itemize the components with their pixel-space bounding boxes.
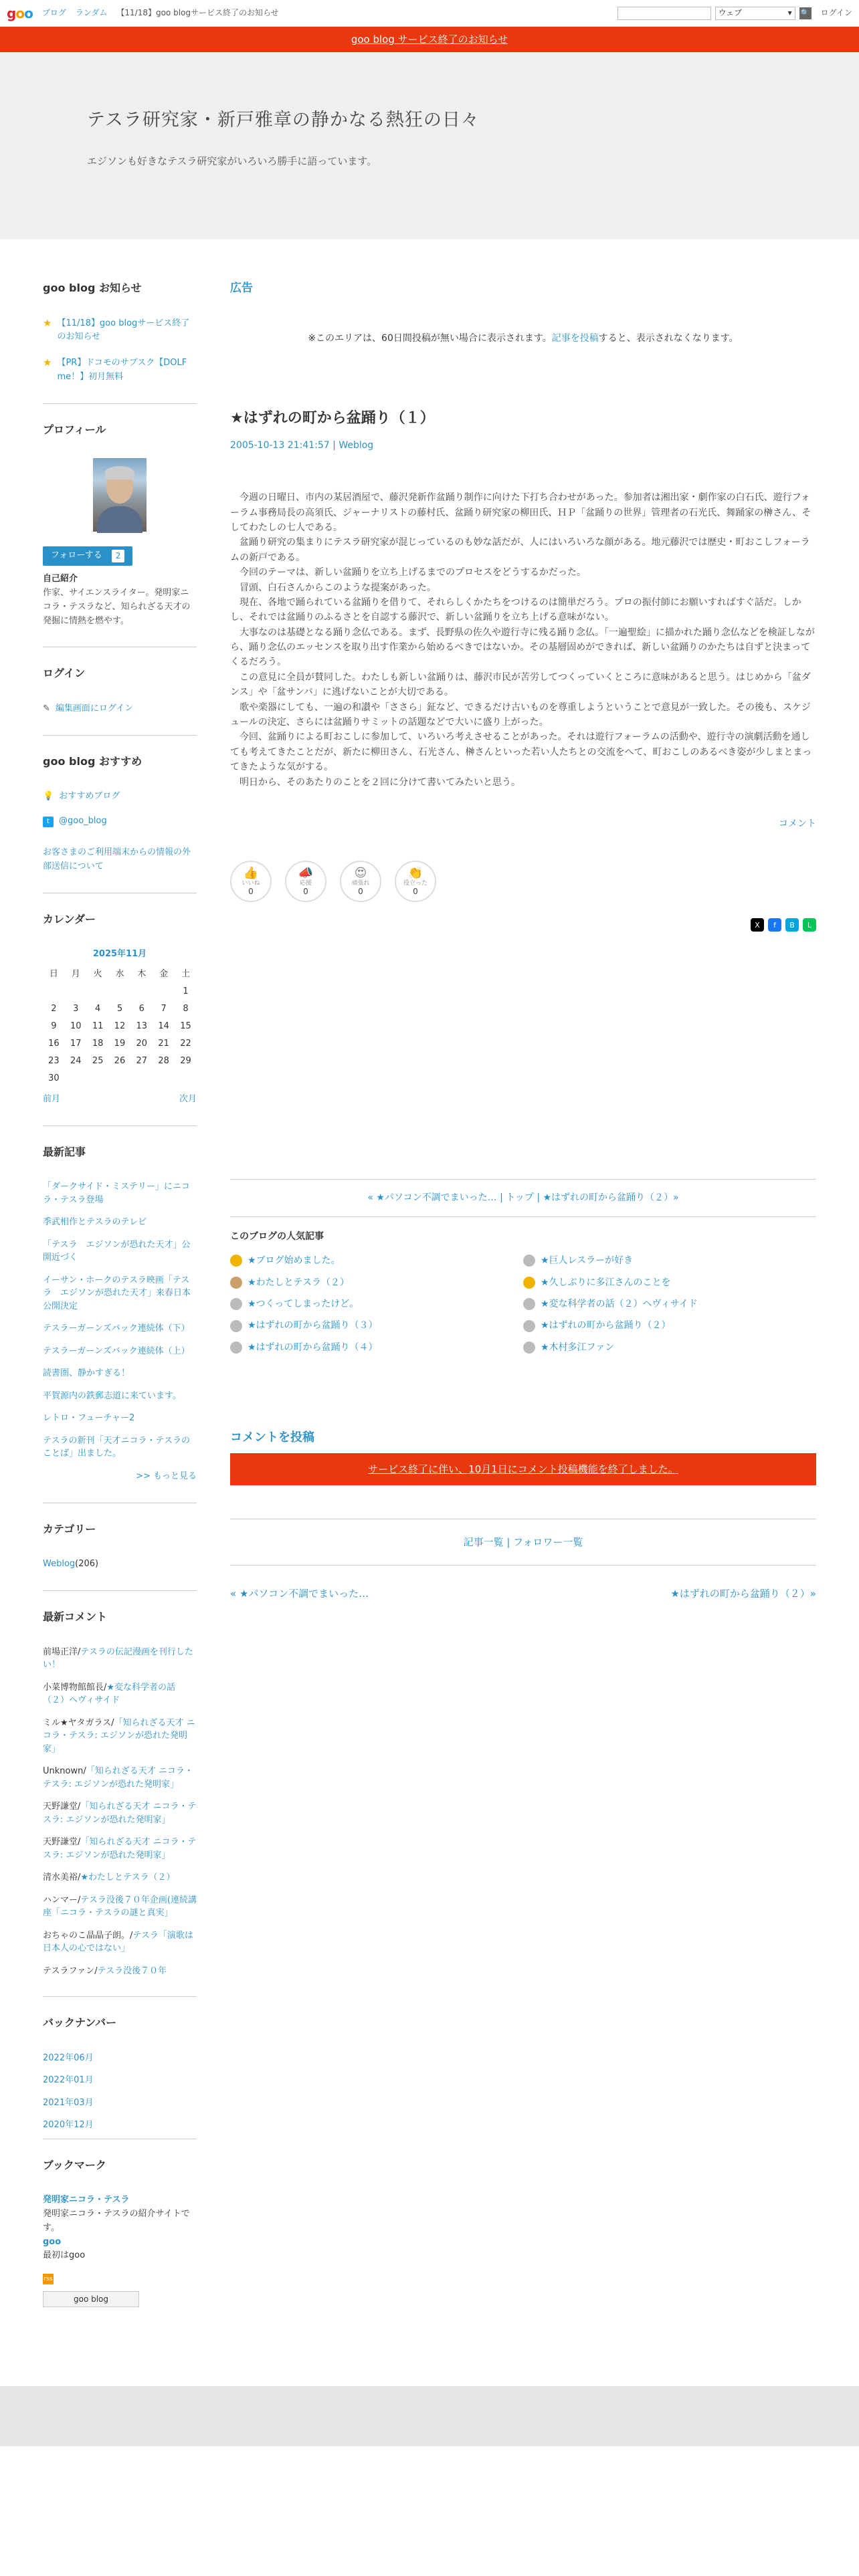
ad-note-text: すると、表示されなくなります。 <box>598 333 739 344</box>
calendar-day-header: 火 <box>93 968 102 979</box>
comment-user: テスラファン/ <box>43 1965 98 1976</box>
calendar-day <box>153 1070 175 1087</box>
comment-user: ハンマー/ <box>43 1895 81 1905</box>
recent-post-item[interactable]: レトロ・フューチャー2 <box>43 1413 135 1424</box>
calendar-day <box>109 1070 131 1087</box>
calendar-day <box>130 1070 153 1087</box>
backnumber-section <box>43 1996 197 2131</box>
post-paragraph: 明日から、そのあたりのことを２回に分けて書いてみたいと思う。 <box>240 776 520 788</box>
comment-post-link[interactable]: テスラ「演歌は日本人の心ではない」 <box>43 1930 193 1954</box>
calendar-day: 18 <box>92 1038 104 1049</box>
rank-medal-icon <box>523 1277 535 1289</box>
calendar-day-header: 日 <box>49 968 58 979</box>
follow-button[interactable] <box>43 546 132 566</box>
post-date[interactable]: 2005-10-13 21:41:57 <box>230 439 330 451</box>
popular-item[interactable] <box>230 1253 523 1268</box>
post-paragraph: 冒頭、白石さんからこのような提案があった。 <box>240 582 436 593</box>
blog-title[interactable]: テスラ研究家・新戸雅章の静かなる熱狂の日々 <box>87 110 480 130</box>
notice-title: goo blog お知らせ <box>43 282 142 294</box>
popular-item[interactable] <box>523 1318 816 1333</box>
rank-medal-icon <box>230 1255 242 1267</box>
nav-blog-link[interactable]: ブログ <box>41 7 66 17</box>
calendar-week-row <box>43 1018 197 1035</box>
recent-comments-section <box>43 1590 197 1977</box>
reaction-count: 0 <box>358 887 363 897</box>
popular-item-label[interactable]: ★はずれの町から盆踊り（４） <box>248 1341 378 1353</box>
profile-section <box>43 403 197 629</box>
more-link[interactable]: >> もっと見る <box>136 1471 197 1481</box>
calendar-table <box>43 966 197 1087</box>
profile-text: 作家、サイエンスライター。発明家ニコラ・テスラなど、知られざる天才の発掘に情熱を燃やす。 <box>43 587 191 626</box>
calendar-day-header: 水 <box>115 968 124 979</box>
post-paragraph: 盆踊り研究の集まりにテスラ研究家が混じっているのも妙な話だが、人にはいろいろな顔がある。地元藤沢では歴史・町おこしフォーラムの新戸である。 <box>230 537 810 563</box>
calendar-day: 22 <box>180 1038 191 1049</box>
notice-item[interactable] <box>43 317 197 345</box>
reaction-count: 0 <box>248 887 254 897</box>
post-body <box>230 490 816 790</box>
calendar-week-row <box>43 1053 197 1070</box>
calendar-day <box>153 983 175 1000</box>
recent-comments-list <box>43 1646 197 1978</box>
reaction-count: 0 <box>413 887 418 897</box>
popular-item-label[interactable]: ★はずれの町から盆踊り（２） <box>541 1320 671 1331</box>
calendar-day: 25 <box>92 1055 104 1066</box>
comment-item <box>43 1929 197 1955</box>
article-list-link[interactable]: 記事一覧 <box>463 1535 504 1548</box>
backnumber-scroll[interactable] <box>43 2052 197 2131</box>
post-title: ★はずれの町から盆踊り（１） <box>230 409 435 427</box>
search-scope-select[interactable] <box>715 7 795 20</box>
page-footer <box>0 2386 859 2446</box>
calendar-day <box>87 983 109 1000</box>
profile-photo <box>93 458 147 532</box>
calendar-day-header: 金 <box>159 968 169 979</box>
calendar-day: 13 <box>136 1021 148 1031</box>
category-title: カテゴリー <box>43 1522 96 1535</box>
comment-item <box>43 1681 197 1707</box>
rank-medal-icon <box>230 1277 242 1289</box>
category-name[interactable]: Weblog <box>43 1559 76 1570</box>
login-link[interactable]: ログイン <box>820 7 852 17</box>
content-wrap <box>0 280 859 2326</box>
popular-item-label[interactable]: ★変な科学者の話（２）ヘヴィサイド <box>541 1298 698 1309</box>
comment-post-link[interactable]: 「知られざる天才 ニコラ・テスラ: エジソンが恐れた発明家」 <box>43 1766 193 1790</box>
search-scope-value: ウェブ <box>718 7 743 17</box>
calendar-day: 27 <box>136 1055 148 1066</box>
reaction-label: 役立った <box>403 879 427 887</box>
profile-heading: 自己紹介 <box>43 574 78 584</box>
follow-button-label: フォローする <box>51 550 102 561</box>
comment-user: 前場正洋/ <box>43 1646 81 1657</box>
comment-post-link[interactable]: 「知られざる天才 ニコラ・テスラ: エジソンが恐れた発明家」 <box>43 1802 197 1825</box>
recent-post-item[interactable]: イーサン・ホークのテスラ映画「テスラ エジソンが恐れた天才」来春日本公開決定 <box>43 1275 191 1311</box>
twitter-icon: t <box>43 817 54 827</box>
calendar-day: 5 <box>116 1003 123 1014</box>
category-section <box>43 1503 197 1572</box>
comment-user: Unknown/ <box>43 1766 86 1777</box>
calendar-day <box>65 1070 87 1087</box>
sidebar <box>43 280 197 2326</box>
calendar-prev-link[interactable]: 前月 <box>43 1093 61 1104</box>
comment-item <box>43 1894 197 1920</box>
footer-badges <box>43 2274 197 2307</box>
recommend-blog-label[interactable]: おすすめブログ <box>59 791 120 802</box>
blog-subtitle: エジソンも好きなテスラ研究家がいろいろ勝手に語っています。 <box>87 155 377 168</box>
edit-login-label[interactable]: 編集画面にログイン <box>55 703 134 714</box>
calendar-day-header: 土 <box>181 968 191 979</box>
calendar-section <box>43 893 197 1107</box>
ad-title: 広告 <box>230 282 253 295</box>
popular-list <box>230 1253 816 1355</box>
calendar-day: 20 <box>136 1038 148 1049</box>
edit-login-link[interactable] <box>43 702 197 716</box>
backnumber-item[interactable]: 2021年03月 <box>43 2097 94 2108</box>
ad-note <box>230 331 816 346</box>
next-post-link[interactable]: ★はずれの町から盆踊り（２）» <box>670 1587 816 1600</box>
calendar-month[interactable]: 2025年11月 <box>92 949 147 960</box>
ad-note-text: ※このエリアは、60日間投稿が無い場合に表示されます。 <box>308 333 552 344</box>
comment-item <box>43 1646 197 1672</box>
post-paragraph: 今週の日曜日、市内の某居酒屋で、藤沢発新作盆踊り制作に向けた下打ち合わせがあった。参加者は湘出家・劇作家の白石氏、遊行フォーラム事務局長の高須氏、ジャーナリストの藤村氏、盆踊り研究家の柳田氏、ＨＰ「盆踊りの世界」管理者の石光氏、舞踊家の榊さん、そしてわたしの七人である。 <box>230 492 812 533</box>
calendar-day: 2 <box>51 1003 57 1014</box>
recent-post-item[interactable]: テスラーガーンズバック連続体（下） <box>43 1323 190 1334</box>
comment-post-link[interactable]: テスラ没後７０年 <box>97 1965 167 1976</box>
comment-post-link[interactable]: 「知られざる天才 ニコラ・テスラ: エジソンが恐れた発明家」 <box>43 1717 195 1754</box>
reaction-count: 0 <box>303 887 308 897</box>
calendar-day <box>43 983 65 1000</box>
calendar-day <box>109 983 131 1000</box>
line-share-icon[interactable]: L <box>803 918 816 932</box>
popular-item[interactable] <box>523 1253 816 1268</box>
bookmark-link[interactable]: 発明家ニコラ・テスラ <box>43 2195 130 2206</box>
popular-item-label[interactable]: ★はずれの町から盆踊り（３） <box>248 1320 378 1331</box>
comment-post-link[interactable]: 「知られざる天才 ニコラ・テスラ: エジソンが恐れた発明家」 <box>43 1837 197 1860</box>
calendar-day: 28 <box>158 1055 169 1066</box>
calendar-day <box>87 1070 109 1087</box>
search-input[interactable] <box>617 7 711 20</box>
rank-medal-icon <box>230 1341 242 1354</box>
calendar-day: 1 <box>183 986 189 996</box>
calendar-day: 11 <box>92 1021 104 1031</box>
goo-blog-banner[interactable]: goo blog <box>43 2291 139 2307</box>
login-section <box>43 647 197 716</box>
calendar-week-row <box>43 983 197 1000</box>
recent-posts-list <box>43 1180 197 1461</box>
star-icon: ★ <box>43 356 52 369</box>
top-nav-links <box>42 7 279 19</box>
calendar-day-header: 木 <box>137 968 147 979</box>
notice-item[interactable] <box>43 356 197 385</box>
calendar-nav <box>43 1093 197 1107</box>
external-info-link[interactable]: お客さまのご利用端末からの情報の外部送信について <box>43 847 191 871</box>
bookmark-desc: 最初はgoo <box>43 2250 86 2261</box>
rank-medal-icon <box>523 1341 535 1354</box>
comment-user: ミル★ヤタガラス/ <box>43 1717 114 1728</box>
goo-logo[interactable]: goo <box>7 5 33 21</box>
calendar-day: 8 <box>183 1003 189 1014</box>
post-paragraph: 今回のテーマは、新しい盆踊りを立ち上げるまでのプロセスをどうするかだった。 <box>240 567 586 578</box>
twitter-link[interactable] <box>43 815 197 829</box>
bookmark-link[interactable]: goo <box>43 2236 62 2247</box>
main-content <box>230 280 816 2326</box>
recent-comments-title: 最新コメント <box>43 1610 108 1623</box>
pager-top-link[interactable]: トップ <box>506 1192 534 1204</box>
bookmark-section <box>43 2139 197 2308</box>
comment-item <box>43 1717 197 1756</box>
post-paragraph: 現在、各地で踊られている盆踊りを借りて、それらしくかたちをつけるのは簡単だろう。プロの振付師にお願いすればすぐ話だ。しかし、それでは盆踊りのふるさとを自認する藤沢で、新しい盆踊りを立ち上げる意味がない。 <box>230 597 801 623</box>
popular-item-label[interactable]: ★久しぶりに多江さんのことを <box>541 1277 671 1288</box>
post-meta: 2005-10-13 21:41:57 | Weblog <box>230 439 374 451</box>
calendar-day: 30 <box>48 1073 60 1083</box>
rank-medal-icon <box>230 1320 242 1332</box>
post-article-link[interactable]: 記事を投稿 <box>551 333 599 344</box>
pager-next-link[interactable]: ★はずれの町から盆踊り（２）» <box>543 1192 679 1204</box>
comment-post-link[interactable]: テスラの伝記漫画を刊行したい！ <box>43 1646 193 1671</box>
notice-item-label[interactable]: 【PR】ドコモのサブスク【DOLF me！】初月無料 <box>57 358 187 382</box>
reaction-emoji-icon: 👏 <box>407 865 423 880</box>
comment-item <box>43 1836 197 1862</box>
blog-header <box>0 52 859 239</box>
comment-post-link[interactable]: ★わたしとテスラ（２） <box>80 1872 175 1883</box>
calendar-title: カレンダー <box>43 912 96 926</box>
rank-medal-icon <box>523 1320 535 1332</box>
calendar-day: 29 <box>180 1055 191 1066</box>
calendar-week-row <box>43 1000 197 1018</box>
rss-icon[interactable]: rss <box>43 2274 54 2284</box>
nav-random-link[interactable]: ランダム <box>75 7 108 17</box>
calendar-day: 24 <box>70 1055 82 1066</box>
nav-notice-link[interactable]: 【11/18】goo blogサービス終了のお知らせ <box>116 7 279 17</box>
comment-user: 天野謙堂/ <box>43 1837 81 1848</box>
popular-item-label[interactable]: ★木村多江ファン <box>541 1341 615 1353</box>
popular-item[interactable] <box>230 1318 523 1333</box>
post-pager: « ★パソコン不調でまいった… | トップ | ★はずれの町から盆踊り（２）» <box>230 1179 816 1216</box>
calendar-day <box>130 983 153 1000</box>
comment-item <box>43 1765 197 1791</box>
list-links: 記事一覧 | フォロワー一覧 <box>230 1519 816 1566</box>
reaction-emoji-icon: 📣 <box>298 865 314 880</box>
recent-post-item[interactable]: 平賀源内の鉄郵志道に来ています。 <box>43 1390 181 1401</box>
reaction-label: いいね <box>242 879 260 887</box>
share-buttons <box>230 918 816 932</box>
post-paragraph: この意見に全員が賛同した。わたしも新しい盆踊りは、藤沢市民が苦労してつくっていくところに意味があると思う。はじめから「盆ダンス」や「盆サンバ」に逃げないことが大切である。 <box>230 671 811 698</box>
backnumber-item[interactable]: 2022年01月 <box>43 2075 94 2086</box>
calendar-day: 21 <box>158 1038 169 1049</box>
recent-post-item[interactable]: 「ダークサイド・ミステリー」にニコラ・テスラ登場 <box>43 1182 190 1205</box>
recent-posts-section <box>43 1125 197 1484</box>
backnumber-list <box>43 2052 197 2132</box>
popular-item[interactable] <box>523 1297 816 1311</box>
bookmark-desc: 発明家ニコラ・テスラの紹介サイトです。 <box>43 2209 190 2233</box>
calendar-day: 19 <box>114 1038 126 1049</box>
follow-count: 2 <box>112 550 125 562</box>
calendar-day: 6 <box>138 1003 145 1014</box>
popular-item[interactable] <box>230 1340 523 1355</box>
login-title: ログイン <box>43 667 86 680</box>
popular-item[interactable] <box>230 1275 523 1290</box>
recent-post-item[interactable]: テスラーガーンズバック連続体（上） <box>43 1346 190 1356</box>
prev-post-link[interactable]: « ★パソコン不調でまいった… <box>230 1587 369 1600</box>
comment-user: 小菜博物館館長/ <box>43 1682 107 1693</box>
reaction-button[interactable] <box>395 861 436 902</box>
comment-closed-notice[interactable]: サービス終了に伴い、10月1日にコメント投稿機能を終了しました。 <box>230 1453 816 1485</box>
backnumber-item[interactable]: 2020年12月 <box>43 2120 94 2131</box>
service-end-notice[interactable]: goo blog サービス終了のお知らせ <box>0 27 859 52</box>
reaction-label: 応援 <box>299 879 312 887</box>
pager-prev-link[interactable]: « ★パソコン不調でまいった… <box>367 1192 497 1204</box>
calendar-day <box>65 983 87 1000</box>
rank-medal-icon <box>523 1255 535 1267</box>
calendar-day: 26 <box>114 1055 126 1066</box>
calendar-next-link[interactable]: 次月 <box>179 1093 197 1104</box>
comment-user: 清水美裕/ <box>43 1872 81 1883</box>
recent-post-item[interactable]: テスラの新刊「天才ニコラ・テスラのことば」出ました。 <box>43 1435 190 1459</box>
reaction-button[interactable] <box>285 861 326 902</box>
comment-user: 天野謙堂/ <box>43 1802 81 1812</box>
rank-medal-icon <box>523 1298 535 1310</box>
calendar-day <box>175 1070 197 1087</box>
comment-item <box>43 1965 197 1978</box>
recent-post-item[interactable]: 読書圏、静かすぎる！ <box>43 1368 130 1379</box>
post-paragraph: 今回、盆踊りによる町おこしに参加して、いろいろ考えさせることがあった。それは遊行フォーラムの活動や、遊行寺の演劇活動を通しても考えてきたことだが、新たに柳田さん、石光さん、榊さんといった若い人たちとの交流をへて、町おこしのあるべき姿が少しまとまってきたような気がする。 <box>230 732 812 773</box>
follower-list-link[interactable]: フォロワー一覧 <box>513 1535 583 1548</box>
popular-item-label[interactable]: ★つくってしまったけど。 <box>248 1298 359 1309</box>
calendar-week-row <box>43 1035 197 1053</box>
calendar-day: 16 <box>48 1038 60 1049</box>
calendar-day: 7 <box>161 1003 167 1014</box>
calendar-day: 3 <box>73 1003 79 1014</box>
calendar-day: 12 <box>114 1021 126 1031</box>
profile-title: プロフィール <box>43 423 106 436</box>
comment-post-link[interactable]: ★変な科学者の話（２）ヘヴィサイド <box>43 1682 176 1706</box>
notice-item-label[interactable]: 【11/18】goo blogサービス終了のお知らせ <box>57 318 190 342</box>
calendar-day: 4 <box>94 1003 101 1014</box>
calendar-day: 23 <box>48 1055 60 1066</box>
calendar-header-row <box>43 966 197 983</box>
recommend-blog-link[interactable] <box>43 790 197 804</box>
search-icon[interactable]: 🔍 <box>799 7 812 19</box>
comment-user: おちゃのこ晶晶子朗。/ <box>43 1930 133 1941</box>
bookmark-item <box>43 2236 197 2264</box>
notice-section <box>43 280 197 385</box>
calendar-day: 15 <box>180 1021 191 1031</box>
bookmark-title: ブックマーク <box>43 2158 106 2171</box>
category-count: (206) <box>75 1559 99 1570</box>
popular-item-label[interactable]: ★わたしとテスラ（２） <box>248 1277 349 1288</box>
popular-item-label[interactable]: ★巨人レスラーが好き <box>541 1255 634 1267</box>
calendar-day-header: 月 <box>71 968 80 979</box>
recent-posts-title: 最新記事 <box>43 1145 86 1158</box>
x-share-icon[interactable]: X <box>751 918 764 932</box>
calendar-day: 17 <box>70 1038 82 1049</box>
category-item[interactable] <box>43 1558 197 1572</box>
reaction-emoji-icon: 👍 <box>243 865 259 880</box>
post-paragraph: 大事なのは基礎となる踊り念仏である。まず、長野県の佐久や遊行寺に残る踊り念仏。「一遍聖絵」に描かれた踊り念仏などを検証しながら、踊り念仏のエッセンスを取り出す作業から始めるべきではないか。その基層固めができれば、新しい盆踊りのかたちは自ずと決まってくるだろう。 <box>230 627 815 668</box>
comment-post-title: コメントを投稿 <box>230 1430 314 1445</box>
facebook-share-icon[interactable]: f <box>768 918 781 932</box>
comment-item <box>43 1800 197 1826</box>
popular-item[interactable] <box>230 1297 523 1311</box>
comment-post-link[interactable]: テスラ没後７０年企画(連続講座「ニコラ・テスラの謎と真実」 <box>43 1895 197 1919</box>
lightbulb-icon: 💡 <box>43 791 54 802</box>
recent-post-item[interactable]: 「テスラ エジソンが恐れた天才」公開近づく <box>43 1239 191 1263</box>
calendar-week-row <box>43 1070 197 1087</box>
chevron-down-icon: ▾ <box>787 7 792 17</box>
prev-next-nav <box>230 1586 816 1602</box>
reaction-button[interactable] <box>340 861 381 902</box>
comment-link[interactable]: コメント <box>779 818 816 829</box>
popular-item-label[interactable]: ★ブログ始めました。 <box>248 1255 341 1267</box>
reaction-label: 頑張れ <box>351 879 370 887</box>
backnumber-title: バックナンバー <box>43 2016 117 2030</box>
reaction-buttons <box>230 861 816 902</box>
popular-title: このブログの人気記事 <box>230 1230 324 1242</box>
post-paragraph: 歌や楽器にしても、一遍の和讃や「ささら」鉦など、できるだけ古いものを尊重しようということで意見が一致した。その後も、スケジュールの決定、さらには盆踊りサミットの話題などで大いに盛り上がった。 <box>230 702 811 728</box>
popular-item[interactable] <box>523 1275 816 1290</box>
rank-medal-icon <box>230 1298 242 1310</box>
calendar-day: 10 <box>70 1021 82 1031</box>
search-area <box>617 7 812 20</box>
recent-post-item[interactable]: 季武相作とテスラのテレビ <box>43 1217 147 1228</box>
star-icon: ★ <box>43 316 52 329</box>
post-category[interactable]: Weblog <box>339 439 374 451</box>
bookmark-item <box>43 2193 197 2235</box>
popular-item[interactable] <box>523 1340 816 1355</box>
recommend-section <box>43 735 197 874</box>
comment-item <box>43 1871 197 1885</box>
recommend-title: goo blog おすすめ <box>43 754 142 768</box>
backnumber-item[interactable]: 2022年06月 <box>43 2052 94 2063</box>
hatena-share-icon[interactable]: B <box>785 918 799 932</box>
twitter-label[interactable]: @goo_blog <box>59 816 107 827</box>
reaction-emoji-icon: 😍 <box>354 865 367 880</box>
calendar-day: 9 <box>51 1021 57 1031</box>
pencil-icon: ✎ <box>43 703 50 714</box>
top-nav-bar <box>0 0 859 27</box>
reaction-button[interactable] <box>230 861 272 902</box>
calendar-day: 14 <box>158 1021 169 1031</box>
